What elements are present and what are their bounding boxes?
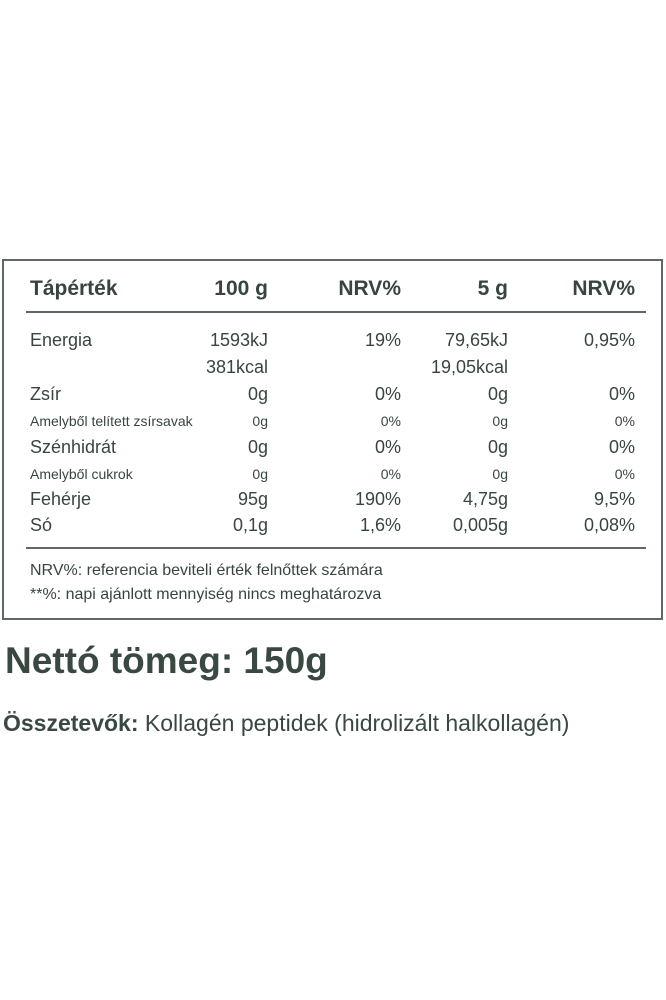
row-label: Fehérje [30,489,92,509]
footnote-no-rdi: **%: napi ajánlott mennyiség nincs meghatározva [30,586,382,603]
nrv-100g: 190% [354,489,401,509]
net-weight: Nettó tömeg: 150g [5,640,328,681]
header-nrv-100g: NRV% [338,277,401,300]
nrv-5g: 0% [614,413,635,429]
value-100g: 0g [247,384,268,404]
nrv-5g: 0% [608,437,635,457]
nutrition-table [2,259,663,620]
value-5g: 79,65kJ [444,330,508,350]
value-100g: 0g [252,466,268,482]
value-5g: 0g [487,437,508,457]
nrv-100g: 1,6% [359,515,401,535]
nrv-5g: 0% [608,384,635,404]
ingredients-text: Kollagén peptidek (hidrolizált halkollagén) [138,710,570,736]
value-100g: 0g [247,437,268,457]
nrv-5g: 9,5% [593,489,635,509]
row-label: Energia [30,330,93,350]
nrv-5g: 0,08% [583,515,635,535]
footnote-nrv: NRV%: referencia beviteli érték felnőttek számára [30,562,383,579]
nrv-100g: 0% [374,437,401,457]
header-nrv-5g: NRV% [572,277,635,300]
value-100g: 95g [237,489,268,509]
ingredients-line [3,710,569,737]
header-divider [26,311,646,313]
header-nutrient: Tápérték [30,277,118,300]
ingredients-label: Összetevők: [3,710,139,736]
value-5g: 0g [487,384,508,404]
row-label: Zsír [30,384,61,404]
header-5g: 5 g [477,277,508,300]
nrv-5g: 0,95% [583,330,635,350]
nrv-100g: 0% [380,466,401,482]
value-5g: 0,005g [452,515,508,535]
row-label: Szénhidrát [30,437,117,457]
nrv-100g: 0% [374,384,401,404]
value-5g: 0g [492,413,508,429]
value-100g: 1593kJ [209,330,268,350]
value-100g: 0g [252,413,268,429]
nrv-100g: 19% [364,330,401,350]
value-5g: 4,75g [462,489,508,509]
nrv-5g: 0% [614,466,635,482]
value-100g: 381kcal [205,357,268,377]
row-label: Só [30,515,53,535]
header-100g: 100 g [214,277,268,300]
value-100g: 0,1g [232,515,268,535]
row-label: Amelyből telített zsírsavak [30,413,193,429]
row-label: Amelyből cukrok [30,466,133,482]
value-5g: 19,05kcal [430,357,508,377]
value-5g: 0g [492,466,508,482]
footer-divider [26,547,646,549]
nrv-100g: 0% [380,413,401,429]
